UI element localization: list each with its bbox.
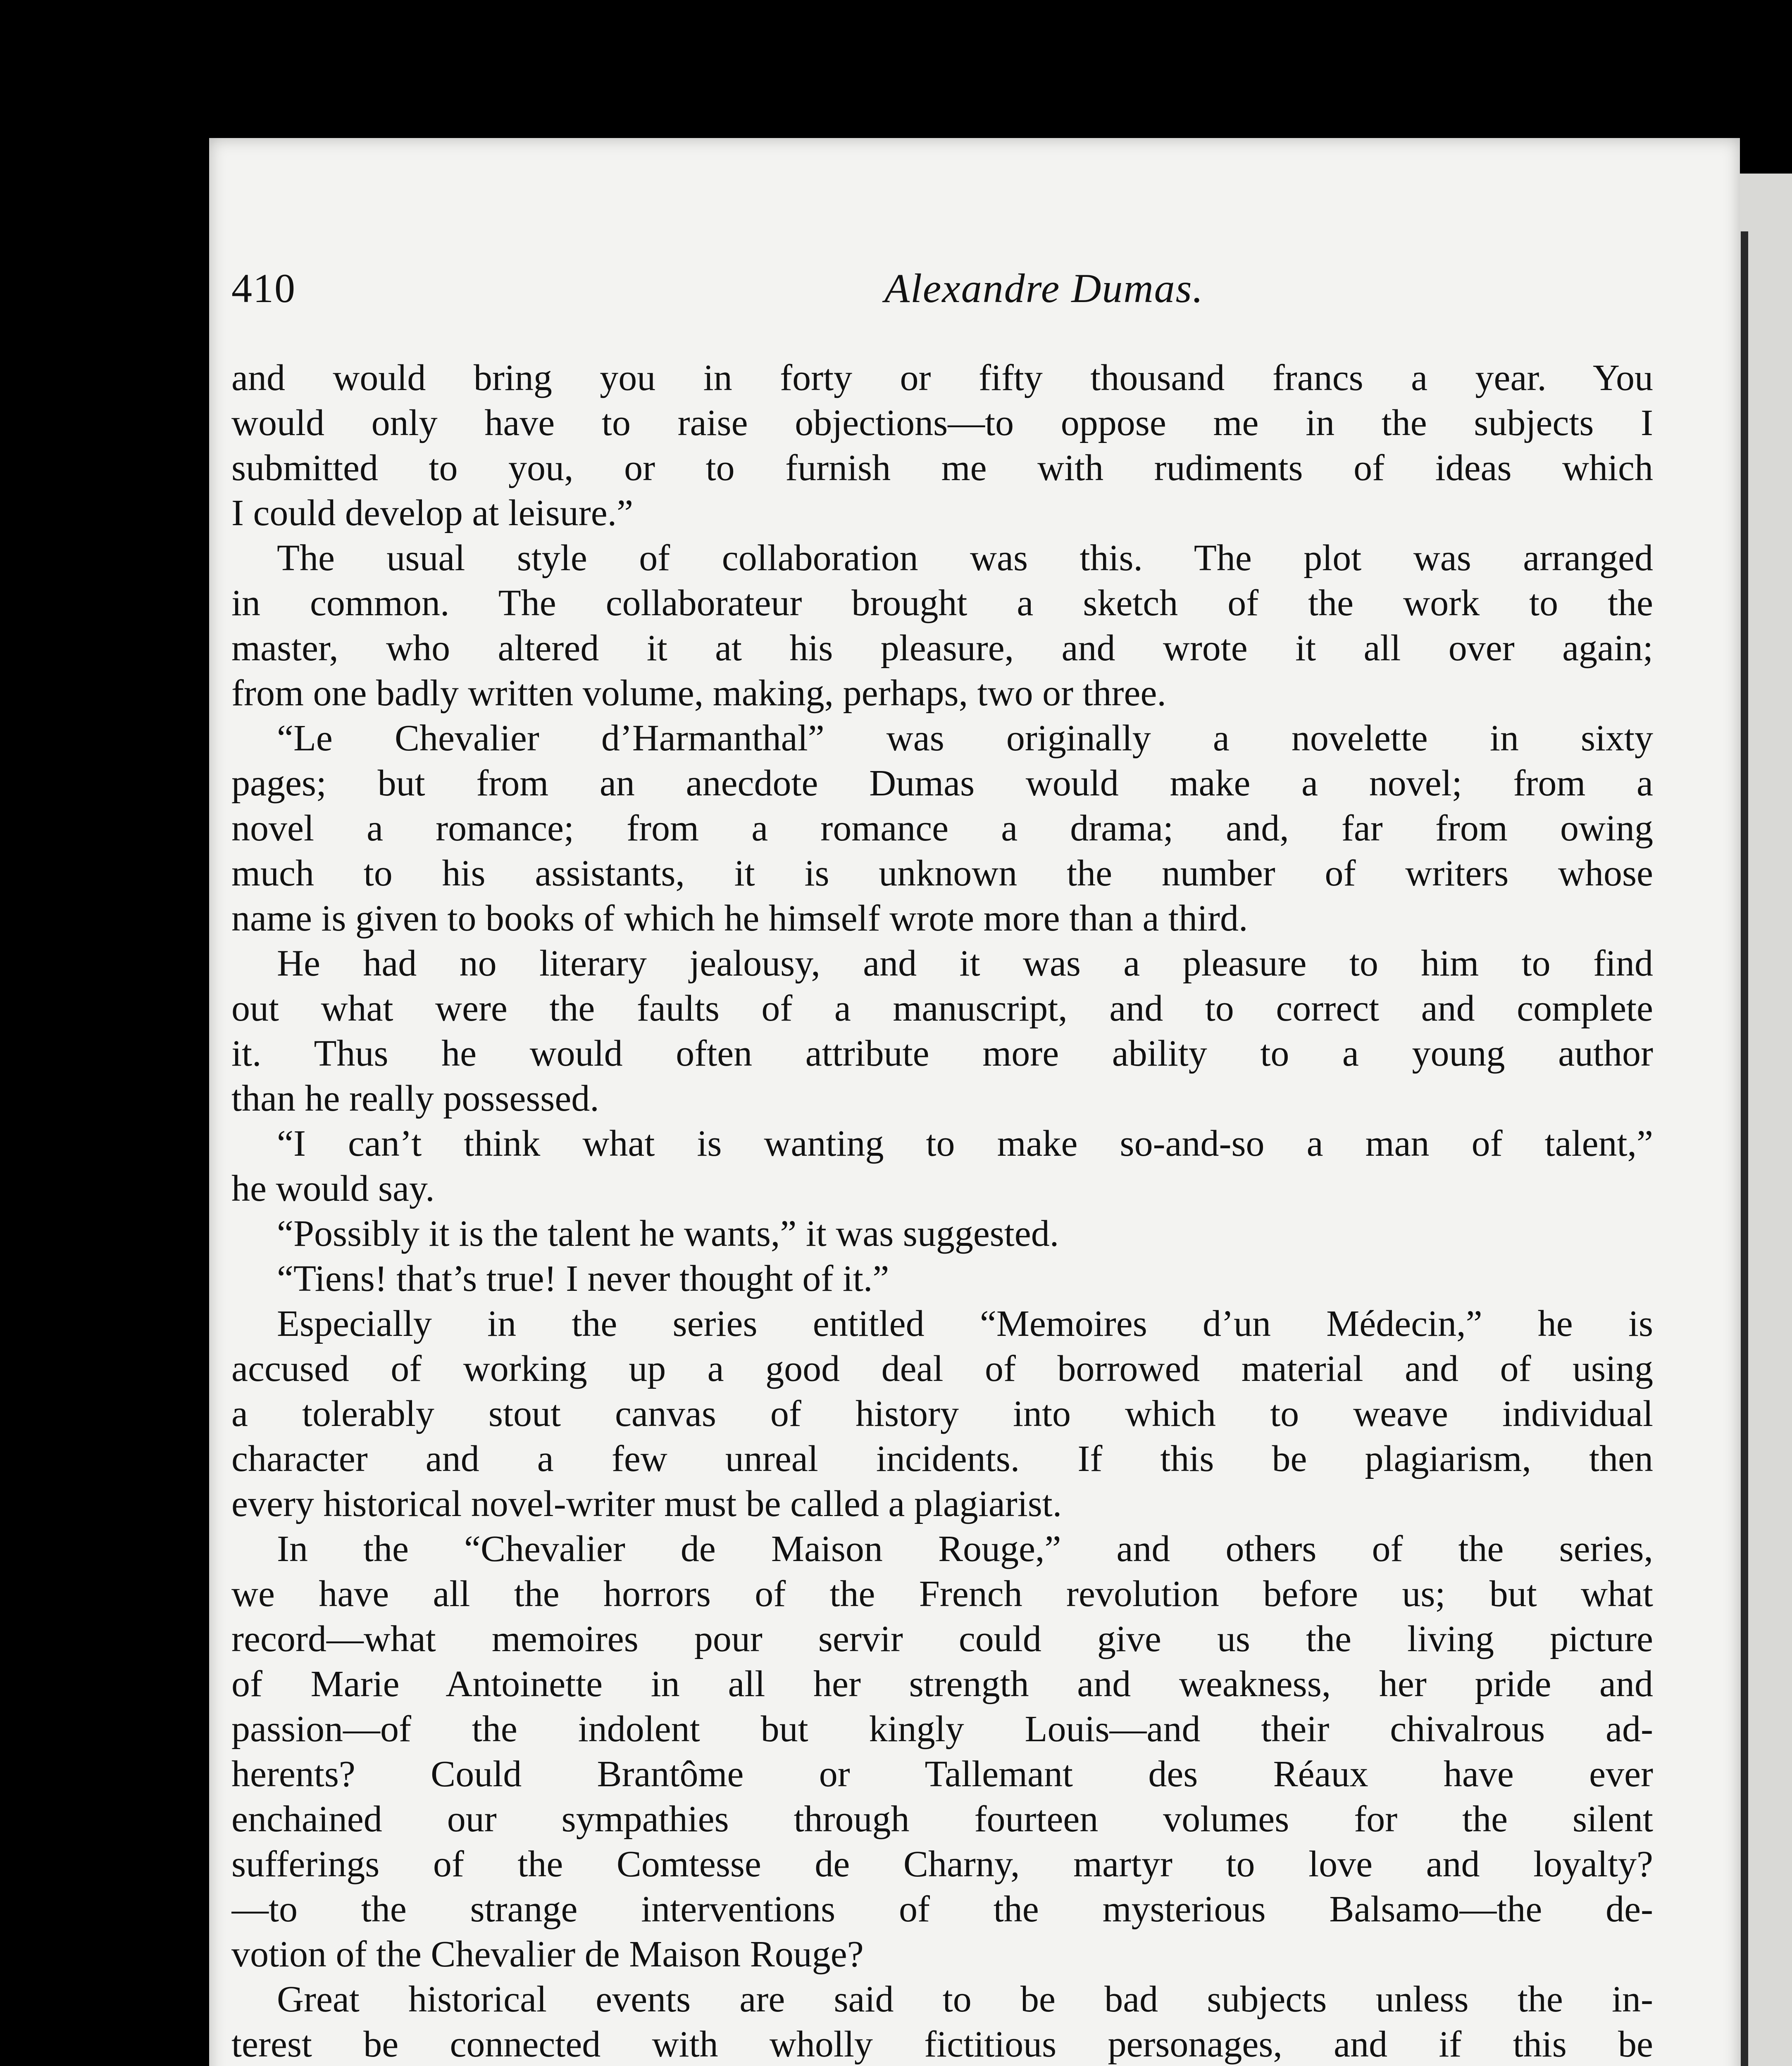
- text-line: out what were the faults of a manuscript, and to correct and complete: [231, 988, 1653, 1029]
- text-line: In the “Chevalier de Maison Rouge,” and others of the series,: [277, 1528, 1653, 1569]
- running-head: [231, 264, 1653, 322]
- text-line: name is given to books of which he himself wrote more than a third.: [231, 898, 1248, 939]
- text-line: would only have to raise objections—to oppose me in the subjects I: [231, 402, 1653, 443]
- text-line: master, who altered it at his pleasure, and wrote it all over again;: [231, 628, 1653, 669]
- text-line: “Tiens! that’s true! I never thought of it.”: [277, 1258, 889, 1299]
- text-line: novel a romance; from a romance a drama; and, far from owing: [231, 808, 1653, 849]
- text-line: of Marie Antoinette in all her strength and weakness, her pride and: [231, 1664, 1653, 1704]
- body-text: [231, 355, 1653, 2066]
- text-line: The usual style of collaboration was this. The plot was arranged: [277, 538, 1653, 578]
- page-number: 410: [231, 265, 296, 311]
- text-line: he would say.: [231, 1168, 435, 1209]
- running-title: Alexandre Dumas.: [884, 265, 1204, 311]
- text-line: —to the strange interventions of the mysterious Balsamo—the de-: [231, 1889, 1653, 1930]
- text-line: sufferings of the Comtesse de Charny, martyr to love and loyalty?: [231, 1844, 1653, 1885]
- text-line: “Le Chevalier d’Harmanthal” was originally a novelette in sixty: [277, 718, 1653, 759]
- text-line: terest be connected with wholly fictitious personages, and if this be: [231, 2024, 1653, 2065]
- text-line: herents? Could Brantôme or Tallemant des Réaux have ever: [231, 1754, 1653, 1795]
- text-line: character and a few unreal incidents. If this be plagiarism, then: [231, 1438, 1653, 1479]
- text-line: from one badly written volume, making, perhaps, two or three.: [231, 673, 1166, 714]
- text-line: every historical novel-writer must be called a plagiarist.: [231, 1483, 1062, 1524]
- text-line: we have all the horrors of the French revolution before us; but what: [231, 1573, 1653, 1614]
- text-line: Especially in the series entitled “Memoires d’un Médecin,” he is: [277, 1303, 1653, 1344]
- text-line: than he really possessed.: [231, 1078, 599, 1119]
- text-line: accused of working up a good deal of borrowed material and of using: [231, 1348, 1653, 1389]
- text-line: I could develop at leisure.”: [231, 493, 634, 533]
- text-line: and would bring you in forty or fifty thousand francs a year. You: [231, 357, 1653, 398]
- text-line: He had no literary jealousy, and it was a pleasure to him to find: [277, 943, 1653, 984]
- text-line: submitted to you, or to furnish me with rudiments of ideas which: [231, 447, 1653, 488]
- text-line: “Possibly it is the talent he wants,” it was suggested.: [277, 1213, 1059, 1254]
- book-gutter: [1741, 231, 1748, 2066]
- text-line: votion of the Chevalier de Maison Rouge?: [231, 1934, 864, 1975]
- text-line: in common. The collaborateur brought a sketch of the work to the: [231, 583, 1653, 624]
- text-line: enchained our sympathies through fourteen volumes for the silent: [231, 1799, 1653, 1840]
- text-line: it. Thus he would often attribute more ability to a young author: [231, 1033, 1653, 1074]
- text-line: record—what memoires pour servir could give us the living picture: [231, 1619, 1653, 1659]
- text-line: Great historical events are said to be bad subjects unless the in-: [277, 1979, 1653, 2020]
- text-line: passion—of the indolent but kingly Louis—and their chivalrous ad-: [231, 1709, 1653, 1749]
- text-line: pages; but from an anecdote Dumas would make a novel; from a: [231, 763, 1653, 804]
- text-line: a tolerably stout canvas of history into which to weave individual: [231, 1393, 1653, 1434]
- text-line: much to his assistants, it is unknown the number of writers whose: [231, 853, 1653, 894]
- text-line: “I can’t think what is wanting to make so-and-so a man of talent,”: [277, 1123, 1653, 1164]
